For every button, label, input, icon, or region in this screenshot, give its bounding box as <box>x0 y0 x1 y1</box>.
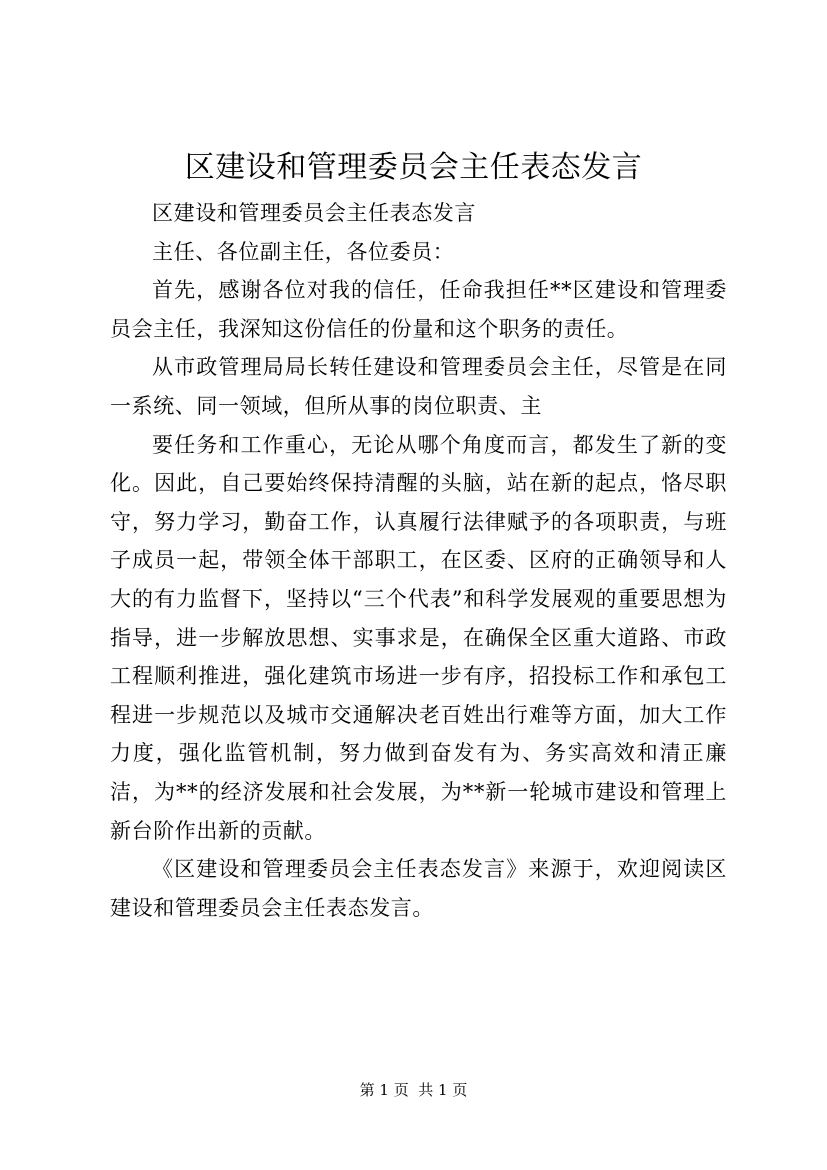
paragraph-source: 《区建设和管理委员会主任表态发言》来源于，欢迎阅读区建设和管理委员会主任表态发言。 <box>110 857 727 920</box>
page-footer <box>0 1080 827 1100</box>
paragraph-salutation: 主任、各位副主任，各位委员： <box>152 239 455 264</box>
page-number-label: 第 1 页 共 1 页 <box>359 1081 468 1099</box>
paragraph-subtitle: 区建设和管理委员会主任表态发言 <box>152 201 476 225</box>
paragraph-main: 要任务和工作重心，无论从哪个角度而言，都发生了新的变化。因此，自己要始终保持清醒的头脑，站在新的起点，恪尽职守，努力学习，勤奋工作，认真履行法律赋予的各项职责，与班子成员一起，带领全体干部职工，在区委、区府的正确领导和人大的有力监督下，坚持以“三个代表”和科学发展观的重要思想为指导，进一步解放思想、实事求是，在确保全区重大道路、市政工程顺利推进，强化建筑市场进一步有序，招投标工作和承包工程进一步规范以及城市交通解决老百姓出行难等方面，加大工作力度，强化监管机制，努力做到奋发有为、务实高效和清正廉洁，为**的经济发展和社会发展，为**新一轮城市建设和管理上新台阶作出新的贡献。 <box>110 432 727 843</box>
paragraph-transfer: 从市政管理局局长转任建设和管理委员会主任，尽管是在同一系统、同一领域，但所从事的岗位职责、主 <box>110 355 727 418</box>
document-title: 区建设和管理委员会主任表态发言 <box>184 150 643 185</box>
paragraph-thanks: 首先，感谢各位对我的信任，任命我担任**区建设和管理委员会主任，我深知这份信任的份量和这个职务的责任。 <box>110 278 727 341</box>
document-body <box>110 194 727 927</box>
